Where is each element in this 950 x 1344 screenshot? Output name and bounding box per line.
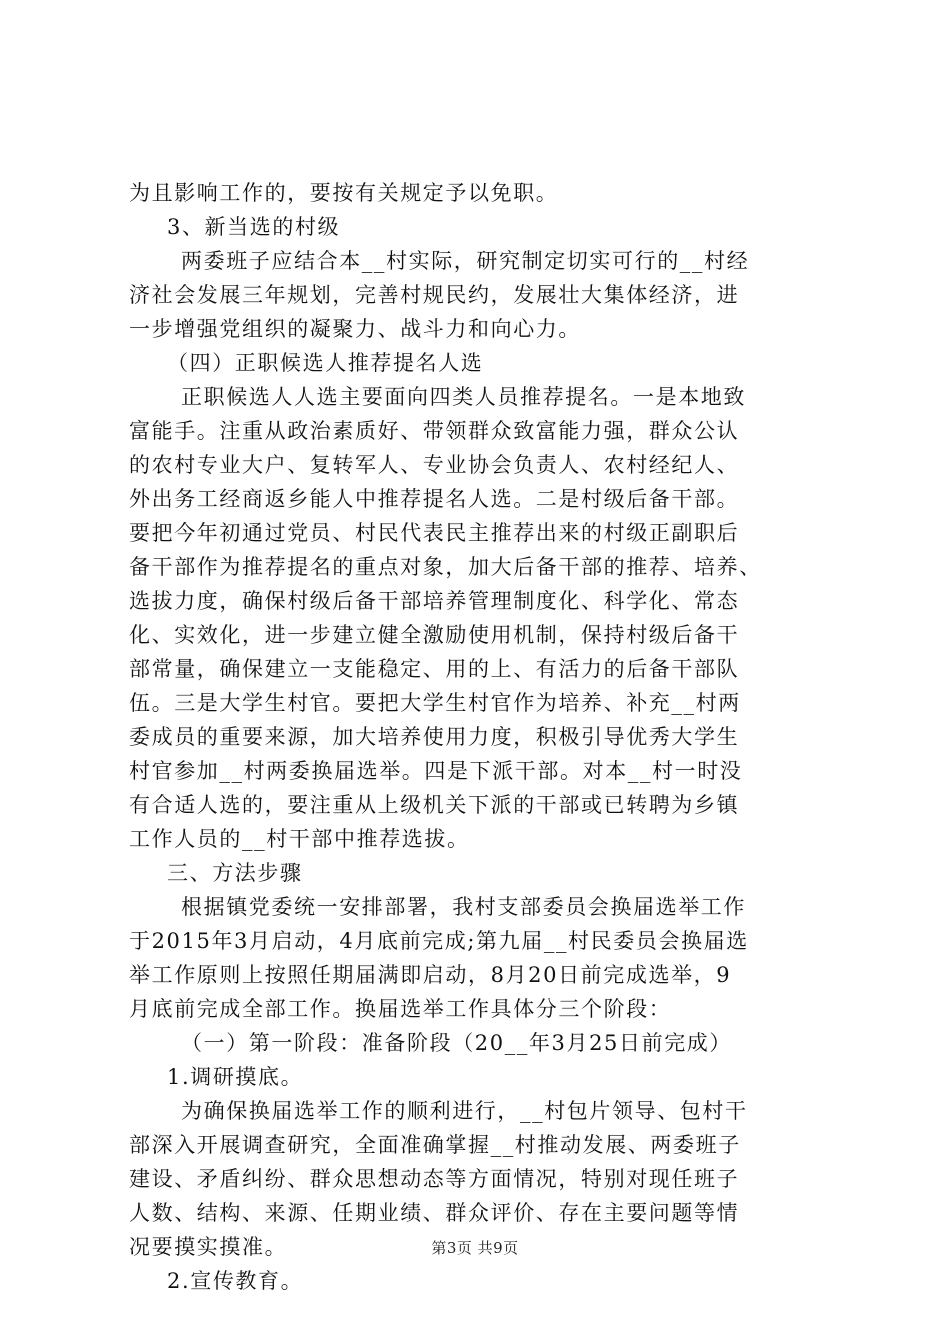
text-line: 部深入开展调查研究，全面准确掌握__村推动发展、两委班子 — [129, 1133, 741, 1157]
text-line: 为确保换届选举工作的顺利进行，__村包片领导、包村干 — [181, 1099, 748, 1123]
section-heading: （一）第一阶段：准备阶段（20__年3月25日前完成） — [181, 1031, 733, 1055]
text-line: 选拔力度，确保村级后备干部培养管理制度化、科学化、常态 — [129, 589, 740, 613]
subsection-heading: 2.宣传教育。 — [167, 1269, 304, 1293]
text-line: 举工作原则上按照任期届满即启动，8月20日前完成选举，9 — [129, 963, 732, 987]
text-line: 部常量，确保建立一支能稳定、用的上、有活力的后备干部队 — [129, 657, 740, 681]
text-line: 为且影响工作的，要按有关规定予以免职。 — [129, 181, 559, 205]
text-line: 有合适人选的，要注重从上级机关下派的干部或已转聘为乡镇 — [129, 793, 740, 817]
text-line: 于2015年3月启动，4月底前完成;第九届__村民委员会换届选 — [129, 929, 749, 953]
text-line: 工作人员的__村干部中推荐选拔。 — [129, 827, 470, 851]
text-line: 外出务工经商返乡能人中推荐提名人选。二是村级后备干部。 — [129, 487, 740, 511]
text-line: 备干部作为推荐提名的重点对象，加大后备干部的推荐、培养、 — [129, 555, 762, 579]
text-line: 人数、结构、来源、任期业绩、群众评价、存在主要问题等情 — [129, 1201, 740, 1225]
text-line: 一步增强党组织的凝聚力、战斗力和向心力。 — [129, 317, 581, 341]
text-line: 的农村专业大户、复转军人、专业协会负责人、农村经纪人、 — [129, 453, 740, 477]
text-line: 况要摸实摸准。 — [129, 1235, 288, 1259]
body-text — [129, 176, 829, 1298]
text-line: 委成员的重要来源，加大培养使用力度，积极引导优秀大学生 — [129, 725, 740, 749]
subsection-heading: 1.调研摸底。 — [167, 1065, 304, 1089]
text-line: 要把今年初通过党员、村民代表民主推荐出来的村级正副职后 — [129, 521, 740, 545]
text-line: 济社会发展三年规划，完善村规民约，发展壮大集体经济，进 — [129, 283, 740, 307]
section-heading: （四）正职候选人推荐提名人选 — [167, 351, 484, 375]
text-line: 根据镇党委统一安排部署，我村支部委员会换届选举工作 — [181, 895, 746, 919]
text-line: 月底前完成全部工作。换届选举工作具体分三个阶段： — [129, 997, 672, 1021]
text-line: 两委班子应结合本__村实际，研究制定切实可行的__村经 — [181, 249, 750, 273]
text-line: 3、新当选的村级 — [167, 215, 341, 239]
page-number: 第3页 共9页 — [431, 1239, 519, 1257]
section-heading: 三、方法步骤 — [167, 861, 303, 885]
text-line: 建设、矛盾纠纷、群众思想动态等方面情况，特别对现任班子 — [129, 1167, 740, 1191]
text-line: 正职候选人人选主要面向四类人员推荐提名。一是本地致 — [181, 385, 746, 409]
text-line: 村官参加__村两委换届选举。四是下派干部。对本__村一时没 — [129, 759, 743, 783]
text-line: 富能手。注重从政治素质好、带领群众致富能力强，群众公认 — [129, 419, 740, 443]
text-line: 伍。三是大学生村官。要把大学生村官作为培养、补充__村两 — [129, 691, 741, 715]
text-line: 化、实效化，进一步建立健全激励使用机制，保持村级后备干 — [129, 623, 740, 647]
